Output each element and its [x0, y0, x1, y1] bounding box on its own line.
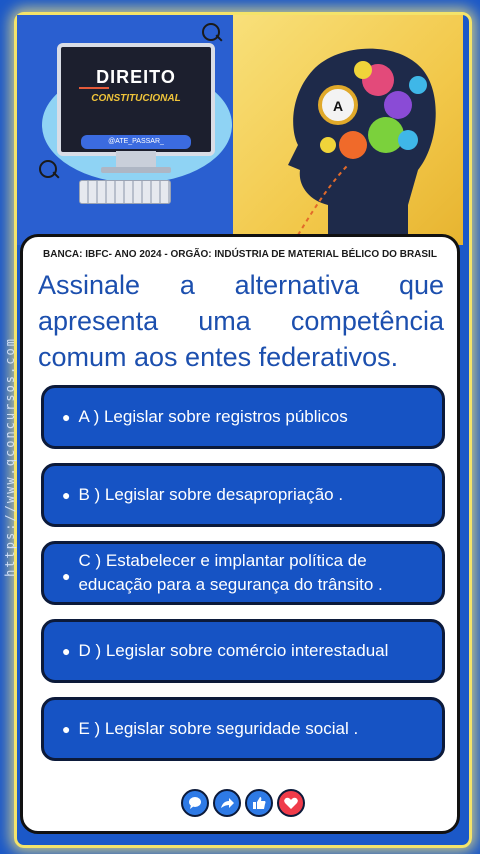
option-e-button[interactable]: [41, 697, 445, 761]
monitor-graphic: [57, 43, 215, 156]
question-text: Assinale a alternativa que apresenta uma competência comum aos entes federativos.: [38, 270, 444, 372]
option-c-button[interactable]: [41, 541, 445, 605]
option-c-label: C ) Estabelecer e implantar política de educação para a segurança do trânsito .: [78, 551, 383, 594]
side-url-watermark: https://www.qconcursos.com: [3, 337, 17, 577]
option-a-button[interactable]: [41, 385, 445, 449]
option-a-label: A ) Legislar sobre registros públicos: [78, 407, 348, 426]
monitor-handle: @ATE_PASSAR_: [81, 135, 191, 149]
like-icon[interactable]: [245, 789, 273, 817]
share-icon[interactable]: [213, 789, 241, 817]
keyboard-graphic: [79, 180, 171, 204]
option-d-label: D ) Legislar sobre comércio interestadual: [78, 641, 389, 660]
svg-text:A: A: [332, 98, 344, 114]
exam-info: BANCA: IBFC- ANO 2024 - ORGÃO: INDÚSTRIA DE MATERIAL BÉLICO DO BRASIL: [43, 249, 437, 260]
option-d-button[interactable]: [41, 619, 445, 683]
option-b-label: B ) Legislar sobre desapropriação .: [78, 485, 344, 504]
question-card: [20, 234, 460, 834]
comment-icon[interactable]: [181, 789, 209, 817]
magnifier-icon: [39, 160, 57, 178]
bullet-icon: ●: [62, 409, 71, 425]
monitor-subtitle: CONSTITUCIONAL: [91, 93, 181, 104]
bullet-icon: ●: [62, 721, 71, 737]
option-e-label: E ) Legislar sobre seguridade social .: [78, 719, 359, 738]
monitor-base: [101, 167, 171, 173]
bullet-icon: ●: [62, 643, 71, 659]
magnifier-icon: [202, 23, 220, 41]
bullet-icon: ●: [62, 487, 71, 503]
heart-icon[interactable]: [277, 789, 305, 817]
monitor-title: DIREITO: [96, 67, 176, 87]
header-illustration: [17, 15, 463, 245]
head-gears-icon: [268, 35, 443, 245]
bullet-icon: ●: [62, 568, 71, 584]
option-b-button[interactable]: [41, 463, 445, 527]
